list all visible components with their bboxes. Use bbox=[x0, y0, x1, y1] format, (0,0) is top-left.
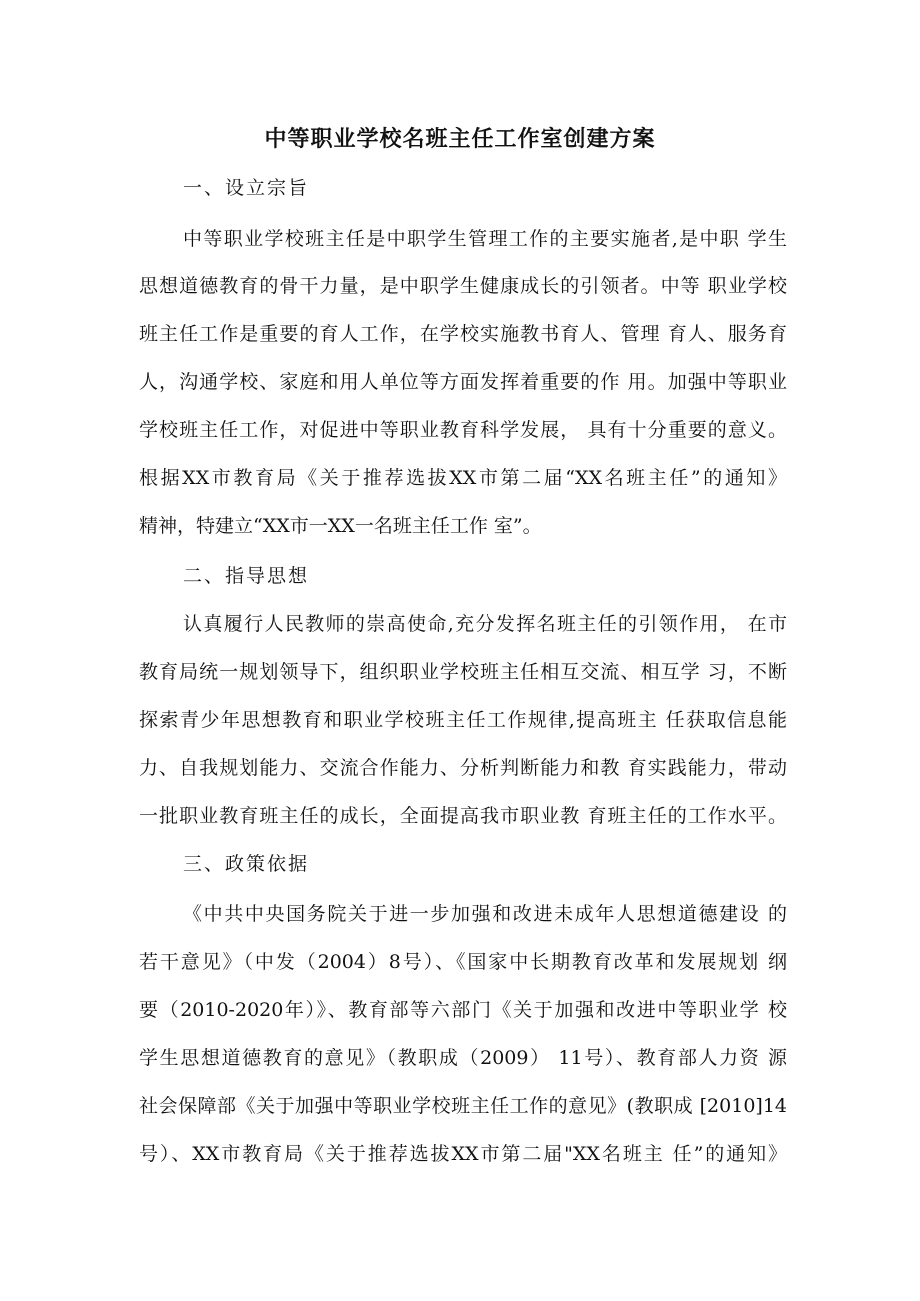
paragraph-line: 认真履行人民教师的崇高使命,充分发挥名班主任的引领作用， 在市 bbox=[183, 613, 787, 635]
paragraph-line: 一批职业教育班主任的成长，全面提高我市职业教 育班主任的工作水平。 bbox=[139, 805, 787, 827]
paragraph-line: 学生思想道德教育的意见》（教职成（2009） 11号）、教育部人力资 源 bbox=[139, 1047, 787, 1069]
paragraph-line: 探索青少年思想教育和职业学校班主任工作规律,提高班主 任获取信息能 bbox=[139, 709, 787, 731]
paragraph-line: 要（2010-2020年）》、教育部等六部门《关于加强和改进中等职业学 校 bbox=[139, 999, 787, 1021]
paragraph-line: 根据XX市教育局《关于推荐选拔XX市第二届“XX名班主任”的通知》 bbox=[139, 467, 787, 489]
document-title: 中等职业学校名班主任工作室创建方案 bbox=[264, 127, 656, 152]
paragraph-line: 思想道德教育的骨干力量，是中职学生健康成长的引领者。中等 职业学校 bbox=[139, 275, 787, 297]
section-heading-policy-basis: 三、政策依据 bbox=[183, 853, 310, 875]
paragraph-line: 精神，特建立“XX市一XX一名班主任工作 室”。 bbox=[139, 515, 542, 537]
paragraph-line: 社会保障部《关于加强中等职业学校班主任工作的意见》(教职成 [2010]14 bbox=[139, 1095, 787, 1117]
paragraph-line: 力、自我规划能力、交流合作能力、分析判断能力和教 育实践能力，带动 bbox=[139, 757, 787, 779]
paragraph-line: 教育局统一规划领导下，组织职业学校班主任相互交流、相互学 习，不断 bbox=[139, 661, 787, 683]
paragraph-line: 学校班主任工作，对促进中等职业教育科学发展， 具有十分重要的意义。 bbox=[139, 419, 787, 441]
paragraph-line: 班主任工作是重要的育人工作，在学校实施教书育人、管理 育人、服务育 bbox=[139, 323, 787, 345]
section-heading-purpose: 一、设立宗旨 bbox=[183, 177, 310, 199]
paragraph-line: 人，沟通学校、家庭和用人单位等方面发挥着重要的作 用。加强中等职业 bbox=[139, 371, 787, 393]
paragraph-line: 《中共中央国务院关于进一步加强和改进未成年人思想道德建设 的 bbox=[183, 903, 787, 925]
paragraph-line: 若干意见》（中发（2004）8号）、《国家中长期教育改革和发展规划 纲 bbox=[139, 951, 787, 973]
paragraph-line: 中等职业学校班主任是中职学生管理工作的主要实施者,是中职 学生 bbox=[183, 228, 787, 250]
section-heading-guiding-ideology: 二、指导思想 bbox=[183, 565, 310, 587]
paragraph-line: 号）、XX市教育局《关于推荐选拔XX市第二届"XX名班主 任”的通知》 bbox=[139, 1143, 787, 1165]
